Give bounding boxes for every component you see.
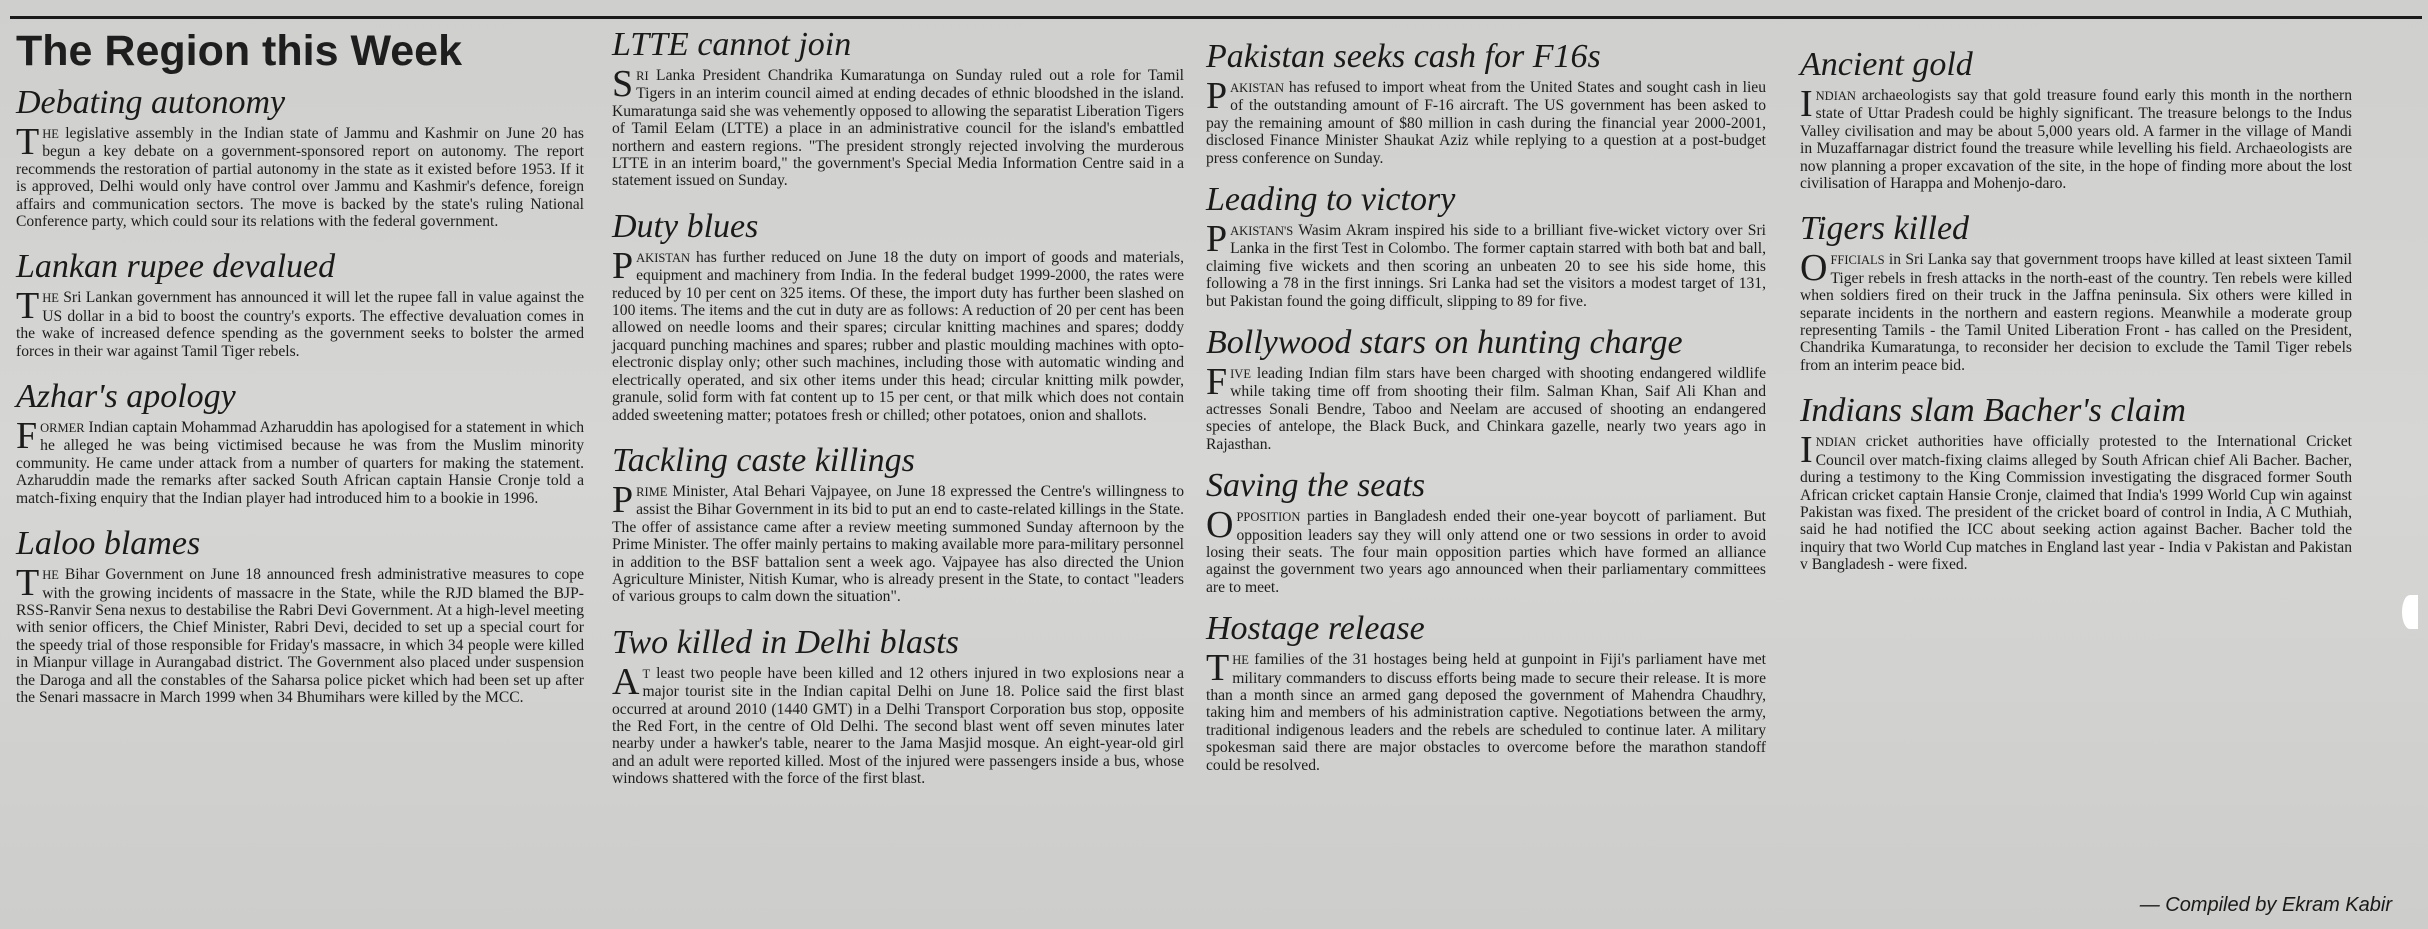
section-title: The Region this Week [16, 27, 462, 75]
headline: Laloo blames [16, 525, 201, 563]
story-body [1206, 647, 1766, 774]
story-body [16, 121, 584, 231]
headline: Ancient gold [1800, 46, 1973, 83]
story-text: least two people have been killed and 12 others injured in two explosions near a major tourist site in the Indian capital Delhi on June 18. Police said the first blast occurred at around 2010 (1440 GMT) in a Delhi Transport Corporation bus stop, opposite the Red Fort, in the centre of Old Delhi. The second blast went off seven minutes later nearby under a hawker's table, nearer to the Jama Masjid mosque. An eight-year-old girl and an adult were reported killed. Most of the injured were passengers inside a bus, whose windows shattered with the force of the first blast. [612, 664, 1184, 788]
story-hostage-release [1206, 610, 1766, 774]
lead-word: RI [636, 69, 649, 83]
lead-word: ORMER [40, 421, 85, 436]
story-text: families of the 31 hostages being held at gunpoint in Fiji's parliament have met military commanders to discuss efforts being made to secure their release. It is more than a month since an armed gang deposed the government of Mahendra Chaudhry, taking him and members of his administration captive. Negotiations between the army, traditional indigenous leaders and the rebels are scheduled to continue later. A military spokesman said there are major obstacles to overcome before the marathon standoff could be resolved. [1206, 651, 1766, 774]
story-delhi-blasts [612, 624, 1184, 788]
drop-cap: S [612, 63, 634, 105]
lead-word: IVE [1230, 367, 1251, 382]
story-body [1800, 429, 2352, 574]
story-lankan-rupee [16, 248, 584, 360]
story-text: Minister, Atal Behari Vajpayee, on June 18 expressed the Centre's willingness to assist the Bihar Government in its bid to put an end to caste-related killings in the State. The offer of assistance came after a review meeting summoned Sunday afternoon by the Prime Minister. The offer mainly pertains to making available more para-military personnel in addition to the BSF battalion sent a week ago. Vajpayee has also directed the Union Agriculture Minister, Nitish Kumar, who is already present in the State, to contact "leaders of various groups to calm down the situation". [612, 482, 1184, 606]
story-text: Bihar Government on June 18 announced fresh administrative measures to cope with the growing incidents of massacre in the State, while the RJD blamed the BJP-RSS-Ranvir Sena nexus to destabilise the Rabri Devi Government. At a high-level meeting with senior officers, the Chief Minister, Rabri Devi, decided to set up a special court for the speedy trial of those responsible for Friday's massacre, in which 34 people were killed in Mianpur village in Aurangabad district. The Government also placed under suspension the Daroga and all the constables of the Saharsa police picket which had been set up after the Senari massacre in March 1999 when 34 Bhumihars were killed by the MCC. [16, 566, 584, 706]
story-body [1206, 361, 1766, 453]
drop-cap: P [1206, 218, 1228, 261]
page-edge-tear [2402, 595, 2418, 629]
story-pakistan-f16 [1206, 38, 1766, 167]
drop-cap: T [16, 121, 40, 163]
story-text: Wasim Akram inspired his side to a brilliant five-wicket victory over Sri Lanka in the first Test in Colombo. The former captain starred with both bat and ball, claiming five wickets and then scoring an unbeaten 20 to see his side home, this following a 78 in the first innings. Sri Lanka had set the visitors a modest target of 131, but Pakistan found the going difficult, slipping to 89 for five. [1206, 222, 1766, 310]
headline: Leading to victory [1206, 181, 1456, 219]
story-text: Indian captain Mohammad Azharuddin has apologised for a statement in which he alleged he was being victimised because he was from the Muslim minority community. He came under attack from a number of quarters for making the statement. Azharuddin made the remarks after sacked South African captain Hansie Cronje told a match-fixing enquiry that the Indian player had introduced him to a bookie in 1996. [16, 419, 584, 507]
column-2 [612, 26, 1184, 806]
top-rule [10, 16, 2422, 19]
story-text: archaeologists say that gold treasure found early this month in the northern state of Uttar Pradesh could be highly significant. The treasure belongs to the Indus Valley civilisation and may be about 5,000 years old. A farmer in the village of Mandi in Muzaffarnagar district found the treasure while levelling his field. Archaeologists are now planning a proper excavation of the site, in the hope of finding more about the lost civilisation of Harappa and Mohenjo-daro. [1800, 87, 2352, 193]
lead-word: HE [42, 568, 59, 583]
story-ltte-cannot-join [612, 26, 1184, 190]
headline: Tackling caste killings [612, 441, 915, 479]
story-tigers-killed [1800, 210, 2352, 374]
drop-cap: T [1206, 647, 1230, 690]
drop-cap: T [16, 285, 40, 328]
story-body [612, 63, 1184, 190]
story-body [16, 285, 584, 360]
compiled-by-credit: — Compiled by Ekram Kabir [2139, 894, 2392, 916]
drop-cap: O [1800, 247, 1828, 290]
story-body [612, 478, 1184, 606]
lead-word: T [642, 666, 651, 681]
drop-cap: T [16, 562, 40, 605]
story-text: Lanka President Chandrika Kumaratunga on Sunday ruled out a role for Tamil Tigers in an interim council aimed at ending decades of ethnic bloodshed in the island. Kumaratunga said she was vehemently opposed to allowing the separatist Liberation Tigers of Tamil Eelam (LTTE) a place in an administrative council for the island's embattled northern and eastern regions. "The president strongly rejected involving the murderous LTTE in an interim board," the government's Special Media Information Centre said in a statement issued on Sunday. [612, 67, 1184, 190]
drop-cap: F [1206, 361, 1228, 404]
story-azhars-apology [16, 378, 584, 507]
headline: Two killed in Delhi blasts [612, 623, 959, 661]
headline: LTTE cannot join [612, 26, 852, 63]
drop-cap: F [16, 415, 38, 458]
headline: Hostage release [1206, 610, 1425, 648]
drop-cap: P [1206, 75, 1228, 117]
headline: Pakistan seeks cash for F16s [1206, 38, 1601, 75]
lead-word: NDIAN [1815, 435, 1856, 450]
lead-word: HE [42, 291, 59, 306]
story-indians-slam-bacher [1800, 392, 2352, 573]
headline: Duty blues [612, 207, 759, 245]
story-body [1800, 247, 2352, 374]
story-leading-to-victory [1206, 181, 1766, 310]
headline: Bollywood stars on hunting charge [1206, 324, 1683, 362]
story-body [1206, 504, 1766, 596]
drop-cap: P [612, 478, 634, 521]
column-3 [1206, 38, 1766, 788]
lead-word: AKISTAN [636, 250, 690, 265]
headline: Tigers killed [1800, 210, 1970, 248]
story-body [612, 660, 1184, 788]
lead-word: HE [1232, 653, 1249, 668]
story-duty-blues [612, 208, 1184, 424]
story-body [1206, 218, 1766, 310]
lead-word: NDIAN [1815, 89, 1856, 103]
drop-cap: I [1800, 429, 1813, 472]
story-saving-the-seats [1206, 467, 1766, 596]
headline: Saving the seats [1206, 467, 1426, 505]
lead-word: FFICIALS [1830, 253, 1885, 268]
lead-word: RIME [636, 484, 668, 499]
story-text: in Sri Lanka say that government troops have killed at least sixteen Tamil Tiger rebels in fresh attacks in the north-east of the country. Ten rebels were killed when soldiers fired on their truck in the Jaffna peninsula. Six others were killed in separate incidents in the northern and eastern regions. Meanwhile a moderate group representing Tamils - the Tamil United Liberation Front - has called on the President, Chandrika Kumaratunga, to reconsider her decision to exclude the Tamil Tiger rebels from an interim peace bid. [1800, 251, 2352, 374]
story-text: legislative assembly in the Indian state of Jammu and Kashmir on June 20 has begun a key debate on a government-sponsored report on autonomy. The report recommends the restoration of partial autonomy in the state as it existed before 1953. If it is approved, Delhi would only have control over Jammu and Kashmir's defence, foreign affairs and communication sectors. The move is backed by the state's ruling National Conference party, which could sour its relations with the federal government. [16, 125, 584, 231]
lead-word: AKISTAN'S [1230, 224, 1294, 239]
story-body [16, 415, 584, 507]
story-text: Sri Lankan government has announced it will let the rupee fall in value against the US dollar in a bid to boost the country's exports. The effective devaluation comes in the wake of increased defence spending as the government seeks to bolster the armed forces in their war against Tamil Tiger rebels. [16, 289, 584, 360]
story-text: cricket authorities have officially protested to the International Cricket Council over match-fixing claims alleged by South African chief Ali Bacher. Bacher, during a testimony to the King Commission investigating the disgraced former South African cricket captain Hansie Cronje, claimed that India's 1999 World Cup win against Pakistan was fixed. The president of the cricket board of control in India, A C Muthiah, said he had notified the ICC about seeking action against Bacher. Bacher told the inquiry that two World Cup matches in England last year - India v Pakistan and Pakistan v Bangladesh - were fixed. [1800, 433, 2352, 574]
headline: Debating autonomy [16, 84, 286, 121]
drop-cap: O [1206, 504, 1234, 547]
story-debating-autonomy [16, 84, 584, 230]
story-bollywood-stars [1206, 324, 1766, 453]
story-body [1206, 75, 1766, 167]
drop-cap: A [612, 660, 640, 703]
drop-cap: I [1800, 83, 1813, 125]
column-1 [16, 26, 584, 724]
story-text: leading Indian film stars have been charged with shooting endangered wildlife while taking time off from shooting their film. Salman Khan, Saif Ali Khan and actresses Sonali Bendre, Taboo and Neelam are accused of shooting an endangered species of antelope, the Black Buck, and Chinkara gazelle, nearly two years ago in Rajasthan. [1206, 365, 1766, 453]
headline: Azhar's apology [16, 378, 236, 416]
story-text: has refused to import wheat from the United States and sought cash in lieu of the outstanding amount of F-16 aircraft. The US government has been asked to pay the remaining amount of $80 million in cash during the financial year 2000-2001, disclosed Finance Minister Shaukat Aziz while replying to a question at a post-budget press conference on Sunday. [1206, 79, 1766, 167]
headline: Lankan rupee devalued [16, 248, 336, 286]
story-text: parties in Bangladesh ended their one-year boycott of parliament. But opposition leaders say they will only attend one or two sessions in order to avoid losing their seats. The four main opposition parties which have formed an alliance against the government two years ago announced when their parliamentary committees are to meet. [1206, 508, 1766, 596]
story-body [612, 244, 1184, 424]
story-laloo-blames [16, 525, 584, 706]
lead-word: PPOSITION [1236, 510, 1301, 525]
drop-cap: P [612, 244, 634, 287]
column-4 [1800, 46, 2352, 592]
lead-word: HE [42, 127, 59, 141]
headline: Indians slam Bacher's claim [1800, 392, 2186, 430]
story-text: has further reduced on June 18 the duty on import of goods and materials, equipment and machinery from India. In the federal budget 1999-2000, the rates were reduced by 10 per cent on 325 items. Of these, the import duty has further been slashed on 100 items. The items and the cut in duty are as follows: A reduction of 20 per cent has been allowed on needle looms and their spares; circular knitting machines and spares; doddy jacquard punching machines and spares; rubber and plastic moulding machines with opto-electronic display only; other such machines, including those with automatic winding and electrically operated, and six other items under this head; circular knitting milk powder, granule, solid form with fat content up to 15 per cent, or that milk which does not contain added sweetening matter; potatoes fresh or chilled; other potatoes, onion and shallots. [612, 248, 1184, 424]
story-body [1800, 83, 2352, 193]
story-ancient-gold [1800, 46, 2352, 192]
story-body [16, 562, 584, 706]
lead-word: AKISTAN [1230, 81, 1284, 95]
story-tackling-caste-killings [612, 442, 1184, 606]
